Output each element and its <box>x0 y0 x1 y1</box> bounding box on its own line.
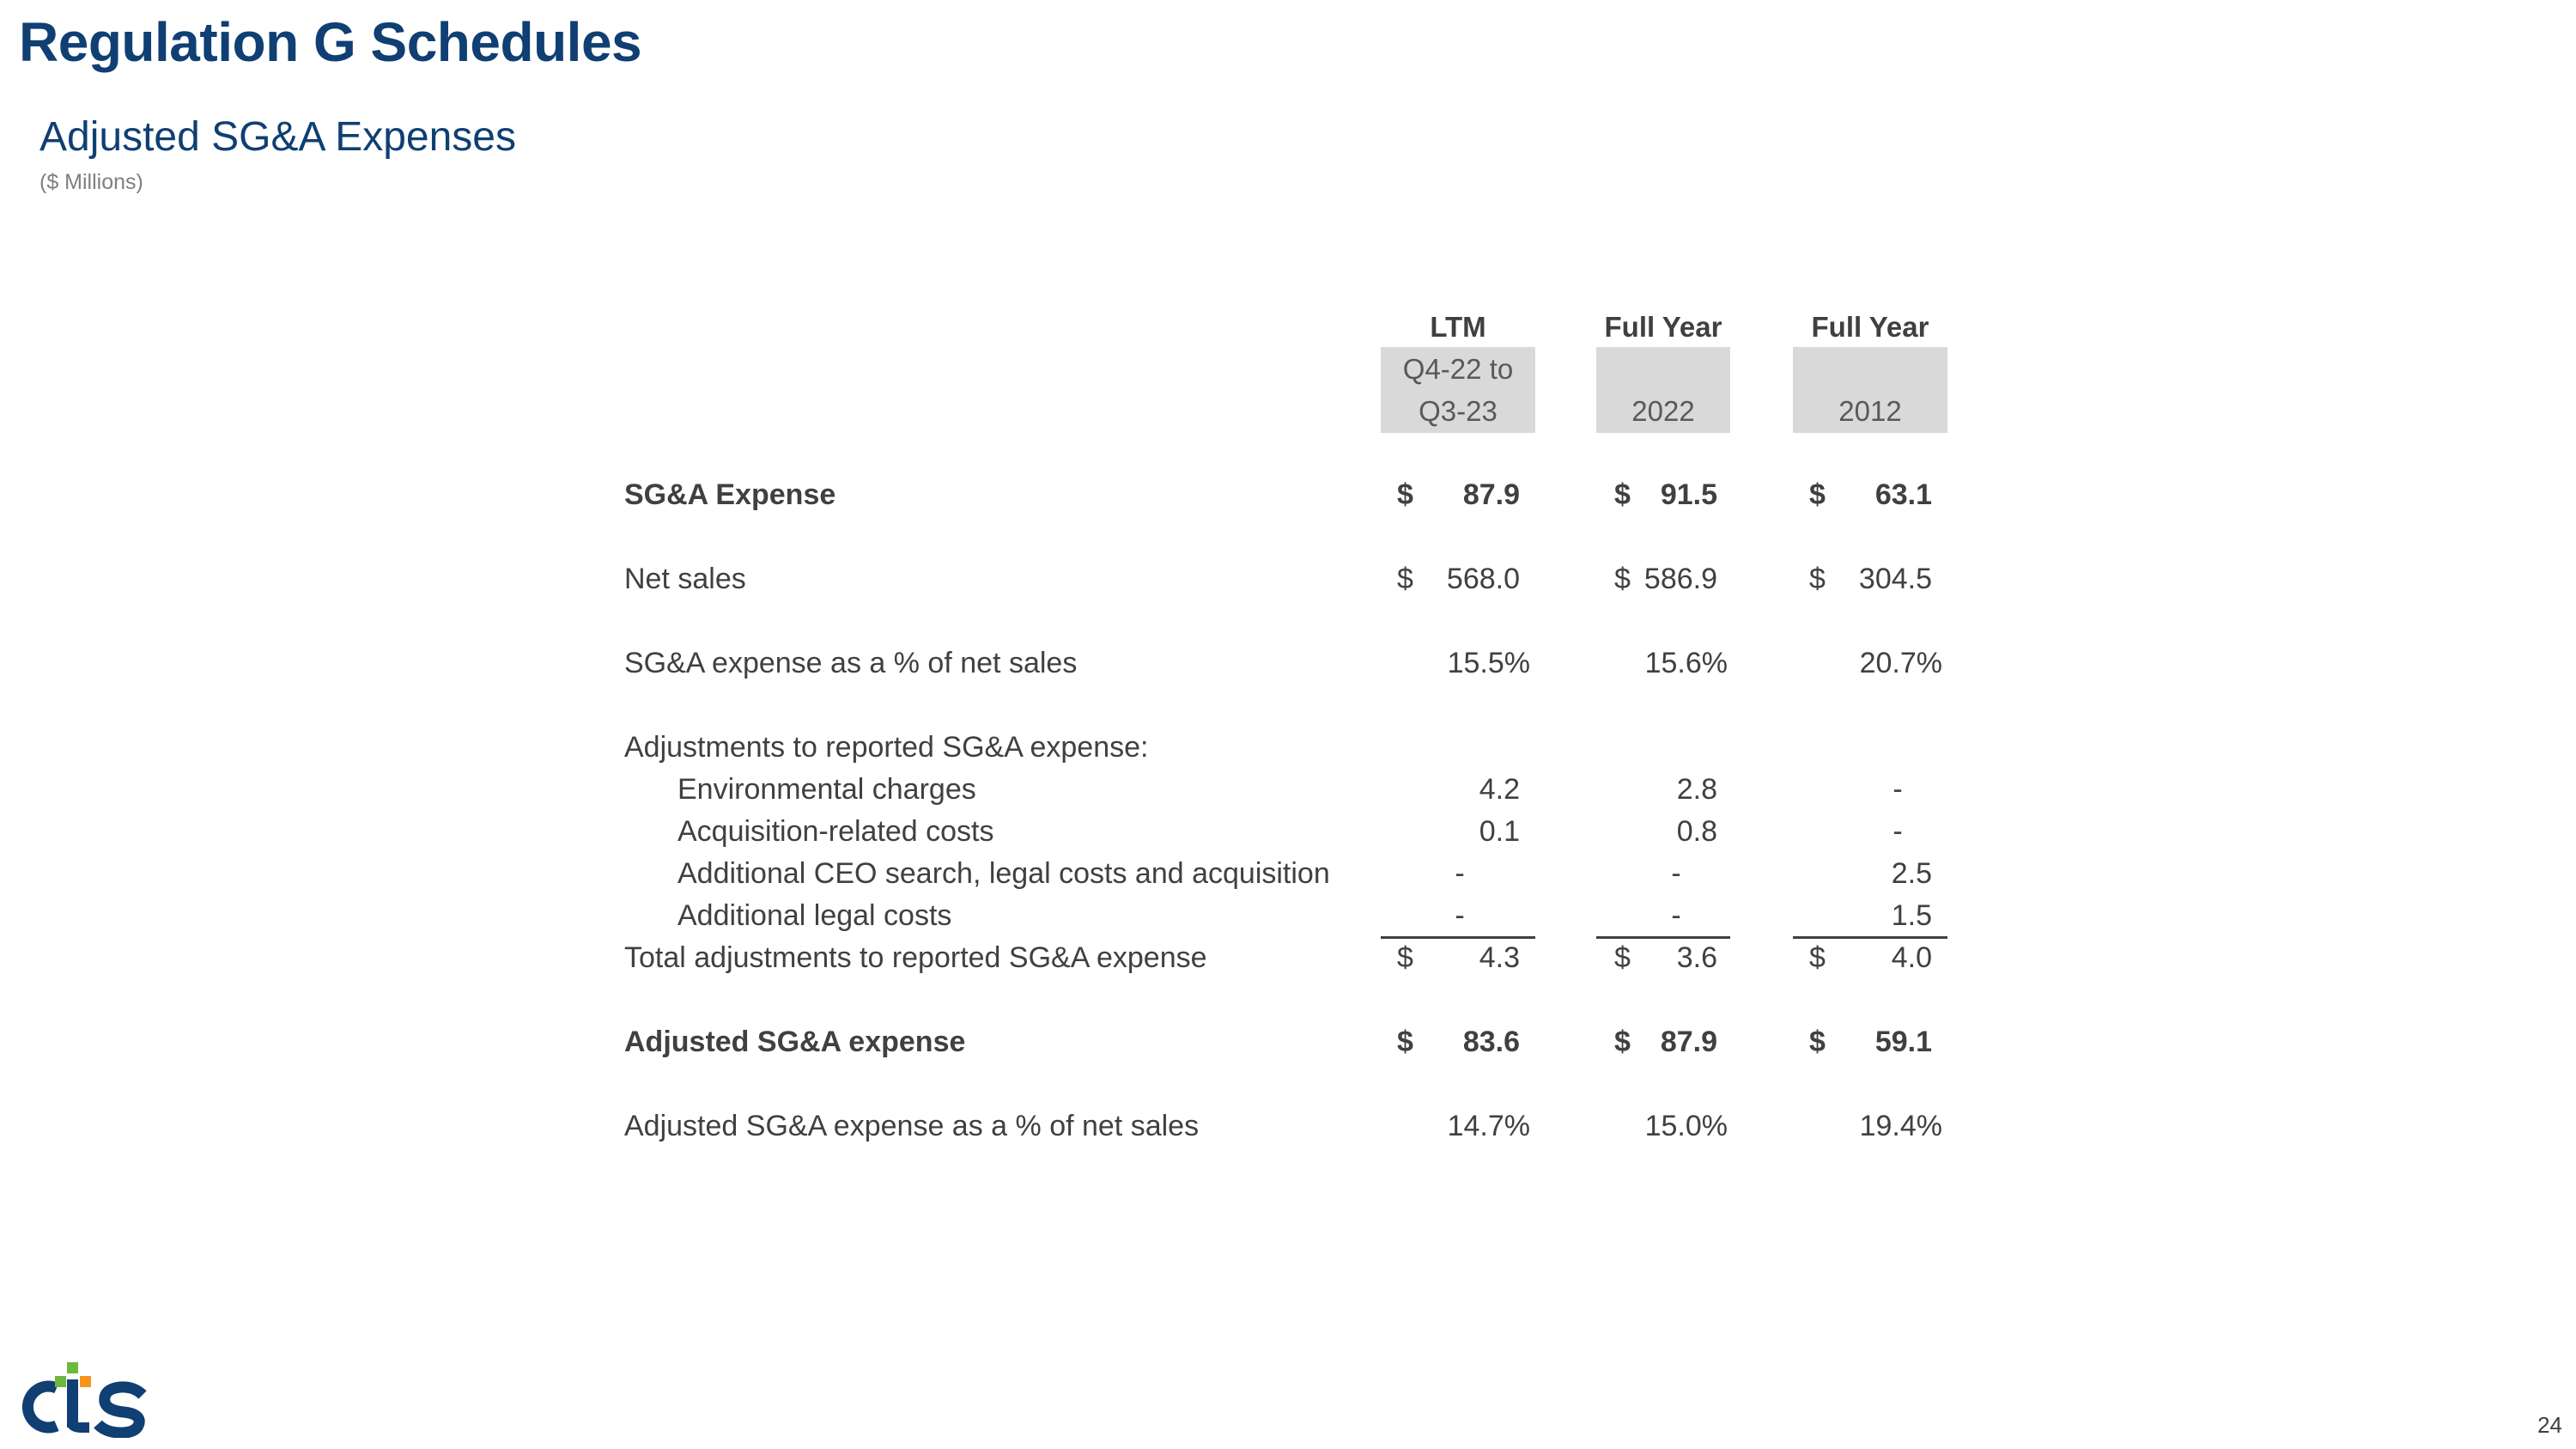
value-legal-2022: - <box>1671 899 1681 932</box>
value-acq-ltm: 0.1 <box>1479 815 1520 848</box>
col-head-ltm: LTM <box>1430 311 1486 343</box>
value-adj-pct-2022: 15.0% <box>1644 1110 1728 1142</box>
value-sga-2012: 63.1 <box>1874 478 1932 511</box>
value-adj-sga-2022: 87.9 <box>1660 1026 1717 1058</box>
currency-sign: $ <box>1614 941 1631 974</box>
currency-sign: $ <box>1614 563 1631 595</box>
col-period-fy2022: 2022 <box>1631 395 1695 427</box>
currency-sign: $ <box>1397 941 1413 974</box>
value-ceo-2022: - <box>1671 857 1681 890</box>
subtotal-rule <box>1381 936 1535 939</box>
currency-sign: $ <box>1809 563 1826 595</box>
value-sga-pct-ltm: 15.5% <box>1447 647 1530 679</box>
page-title: Regulation G Schedules <box>19 11 642 73</box>
value-total-adj-ltm: 4.3 <box>1479 941 1520 974</box>
value-ceo-ltm: - <box>1455 857 1465 890</box>
value-legal-ltm: - <box>1455 899 1465 932</box>
row-label-legal: Additional legal costs <box>677 899 952 932</box>
currency-sign: $ <box>1397 563 1413 595</box>
value-adj-pct-ltm: 14.7% <box>1447 1110 1530 1142</box>
value-adj-sga-ltm: 83.6 <box>1462 1026 1520 1058</box>
row-label-environmental: Environmental charges <box>677 773 976 806</box>
currency-sign: $ <box>1614 1026 1631 1058</box>
value-net-sales-2022: 586.9 <box>1643 563 1717 595</box>
value-sga-pct-2012: 20.7% <box>1859 647 1942 679</box>
value-legal-2012: 1.5 <box>1891 899 1932 932</box>
subtotal-rule <box>1793 936 1947 939</box>
row-label-ceo-search: Additional CEO search, legal costs and acquisition <box>677 857 1330 890</box>
col-period-fy2012: 2012 <box>1838 395 1902 427</box>
value-adj-pct-2012: 19.4% <box>1859 1110 1942 1142</box>
row-label-adjustments-header: Adjustments to reported SG&A expense: <box>624 731 1149 764</box>
row-label-adjusted-sga: Adjusted SG&A expense <box>624 1026 966 1058</box>
value-adj-sga-2012: 59.1 <box>1874 1026 1932 1058</box>
value-total-adj-2012: 4.0 <box>1891 941 1932 974</box>
value-sga-ltm: 87.9 <box>1462 478 1520 511</box>
value-net-sales-2012: 304.5 <box>1858 563 1932 595</box>
value-total-adj-2022: 3.6 <box>1676 941 1717 974</box>
currency-sign: $ <box>1397 478 1413 511</box>
row-label-total-adjustments: Total adjustments to reported SG&A expense <box>624 941 1207 974</box>
currency-sign: $ <box>1614 478 1631 511</box>
page-number: 24 <box>2537 1412 2562 1438</box>
subtotal-rule <box>1596 936 1730 939</box>
col-period-ltm-line2: Q3-23 <box>1419 395 1498 427</box>
row-label-acquisition: Acquisition-related costs <box>677 815 994 848</box>
value-sga-2022: 91.5 <box>1660 478 1717 511</box>
currency-sign: $ <box>1809 941 1826 974</box>
section-subtitle: Adjusted SG&A Expenses <box>39 114 516 160</box>
col-period-ltm-line1: Q4-22 to <box>1402 353 1514 385</box>
currency-sign: $ <box>1809 478 1826 511</box>
cts-logo <box>14 1359 151 1438</box>
value-acq-2022: 0.8 <box>1676 815 1717 848</box>
row-label-sga-expense: SG&A Expense <box>624 478 836 511</box>
value-net-sales-ltm: 568.0 <box>1446 563 1520 595</box>
row-label-net-sales: Net sales <box>624 563 746 595</box>
currency-sign: $ <box>1809 1026 1826 1058</box>
value-env-2012: - <box>1893 773 1903 806</box>
value-sga-pct-2022: 15.6% <box>1644 647 1728 679</box>
col-head-fy2022: Full Year <box>1604 311 1722 343</box>
currency-sign: $ <box>1397 1026 1413 1058</box>
value-ceo-2012: 2.5 <box>1891 857 1932 890</box>
col-head-fy2012: Full Year <box>1811 311 1929 343</box>
value-env-ltm: 4.2 <box>1479 773 1520 806</box>
units-note: ($ Millions) <box>39 170 143 194</box>
row-label-adjusted-sga-pct: Adjusted SG&A expense as a % of net sales <box>624 1110 1200 1142</box>
value-acq-2012: - <box>1893 815 1903 848</box>
value-env-2022: 2.8 <box>1676 773 1717 806</box>
row-label-sga-pct: SG&A expense as a % of net sales <box>624 647 1078 679</box>
